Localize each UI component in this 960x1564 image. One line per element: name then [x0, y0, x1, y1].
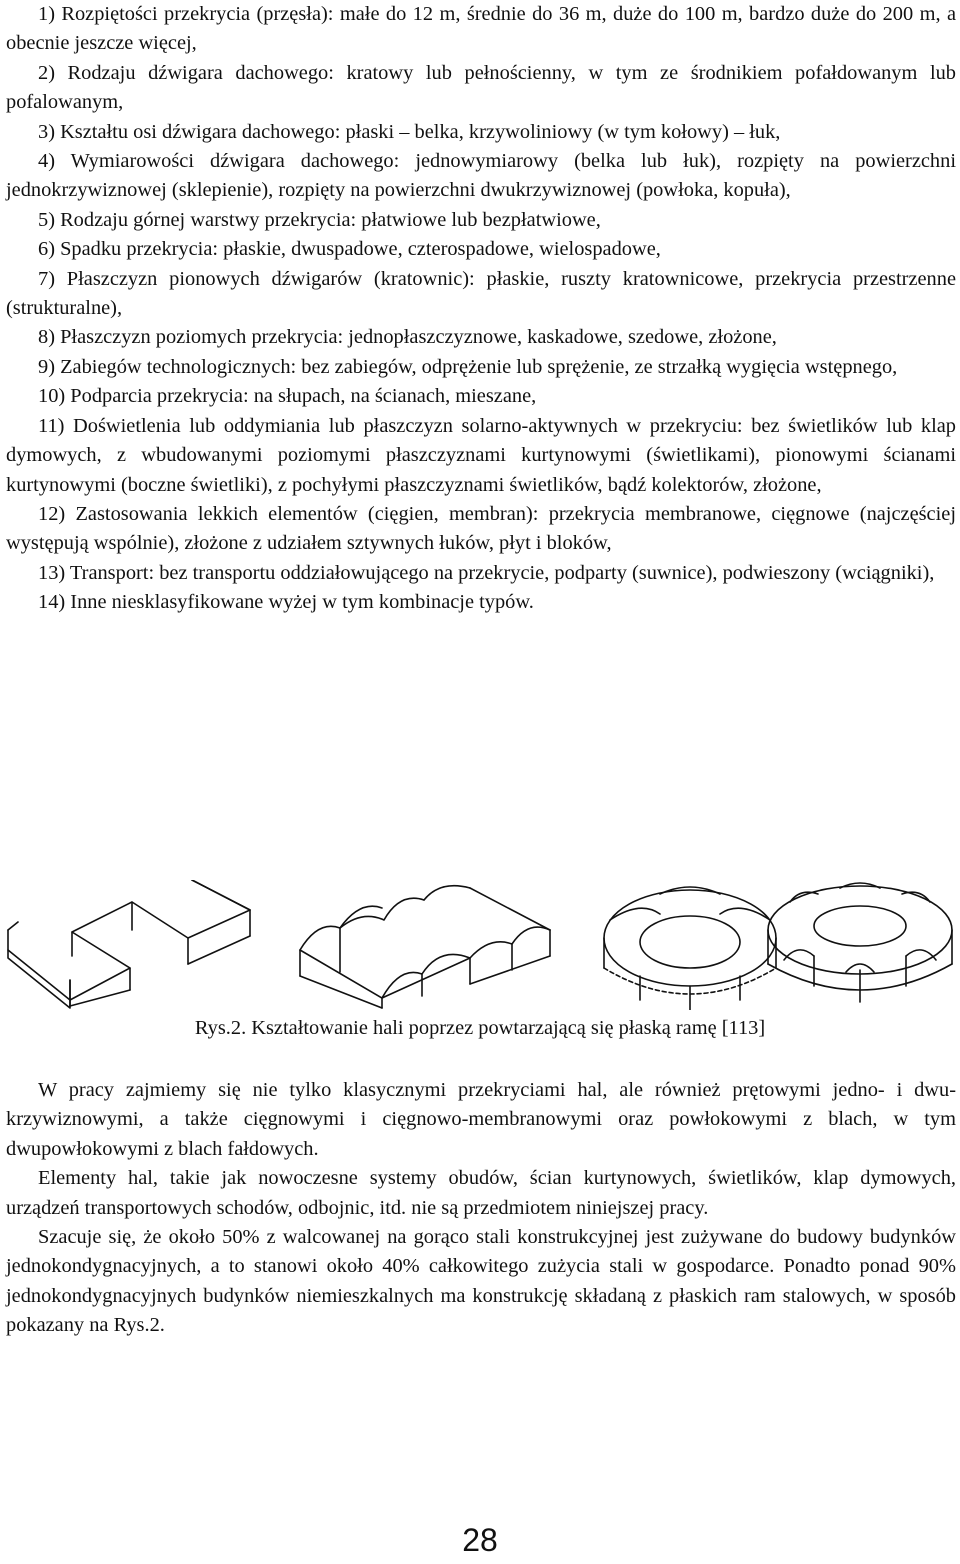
ring-frames-drawing [768, 883, 952, 1002]
list-item: 3) Kształtu osi dźwigara dachowego: płaski – belka, krzywoliniowy (w tym kołowy) – łuk, [38, 120, 781, 143]
figure-hall-frames [0, 880, 960, 1010]
paragraph: Szacuje się, że około 50% z walcowanej na gorąco stali konstrukcyjnej jest zużywane do budowy budynków jednokondygnacyjnych, a to stanowi około 40% całkowitego zużycia stali w gospodarce. Ponadto ponad 90% jednokondygnacyjnych budynków niemieszkalnych ma konstrukcję składaną z płaskich ram stalowych, w sposób pokazany na Rys.2. [6, 1226, 956, 1337]
list-item: 9) Zabiegów technologicznych: bez zabiegów, odprężenie lub sprężenie, ze strzałką wygięcia wstępnego, [38, 355, 898, 378]
list-item: 8) Płaszczyzn poziomych przekrycia: jednopłaszczyznowe, kaskadowe, szedowe, złożone, [38, 326, 777, 349]
paragraph: W pracy zajmiemy się nie tylko klasycznymi przekryciami hal, ale również prętowymi jedno- i dwu-krzywiznowymi, a także cięgnowymi i cięgnowo-membranowymi oraz powłokowymi z blach, w tym dwupowłokowymi z blach fałdowych. [6, 1079, 956, 1160]
figure-caption: Rys.2. Kształtowanie hali poprzez powtarzającą się płaską ramę [113] [194, 1017, 766, 1039]
list-item: 2) Rodzaju dźwigara dachowego: kratowy lub pełnościenny, w tym ze środnikiem pofałdowanym lub pofalowanym, [6, 61, 956, 114]
arched-frames-drawing [300, 886, 550, 1008]
list-item: 10) Podparcia przekrycia: na słupach, na ścianach, mieszane, [38, 385, 537, 408]
list-item: 4) Wymiarowości dźwigara dachowego: jednowymiarowy (belka lub łuk), rozpięty na powierzchni jednokrzywiznowej (sklepienie), rozpięty na powierzchni dwukrzywiznowej (powłoka, kopuła), [6, 150, 956, 202]
list-item: 6) Spadku przekrycia: płaskie, dwuspadowe, czterospadowe, wielospadowe, [38, 238, 661, 261]
body-text [6, 1076, 956, 1341]
paragraph: Elementy hal, takie jak nowoczesne systemy obudów, ścian kurtynowych, świetlików, klap dymowych, urządzeń transportowych schodów, odbojnic, itd. nie są przedmiotem niniejszej pracy. [6, 1167, 956, 1219]
list-item: 14) Inne niesklasyfikowane wyżej w tym kombinacje typów. [38, 591, 534, 614]
classification-list [6, 0, 956, 618]
list-item: 7) Płaszczyzn pionowych dźwigarów (kratownic): płaskie, ruszty kratownicowe, przekrycia przestrzenne (strukturalne), [6, 267, 956, 320]
list-item: 1) Rozpiętości przekrycia (przęsła): małe do 12 m, średnie do 36 m, duże do 100 m, bardzo duże do 200 m, a obecnie jeszcze więcej, [6, 3, 956, 55]
list-item: 5) Rodzaju górnej warstwy przekrycia: płatwiowe lub bezpłatwiowe, [38, 208, 601, 231]
list-item: 11) Doświetlenia lub oddymiania lub płaszczyzn solarno-aktywnych w przekryciu: bez świetlików lub klap dymowych, z wbudowanymi poziomymi płaszczyznami kurtynowymi (świetlikami), pionowymi ścianami kurtynowymi (boczne świetliki), z pochyłymi płaszczyznami świetlików, bądź kolektorów, złożone, [6, 414, 956, 496]
list-item: 12) Zastosowania lekkich elementów (cięgien, membran): przekrycia membranowe, cięgnowe (najczęściej występują wspólnie), złożone z udziałem sztywnych łuków, płyt i bloków, [6, 502, 956, 555]
list-item: 13) Transport: bez transportu oddziałowującego na przekrycie, podparty (suwnice), podwieszony (wciągniki), [38, 561, 935, 584]
page-number: 28 [462, 1522, 498, 1558]
frames-meander-drawing [8, 880, 250, 1008]
radial-frames-drawing [604, 887, 776, 1010]
